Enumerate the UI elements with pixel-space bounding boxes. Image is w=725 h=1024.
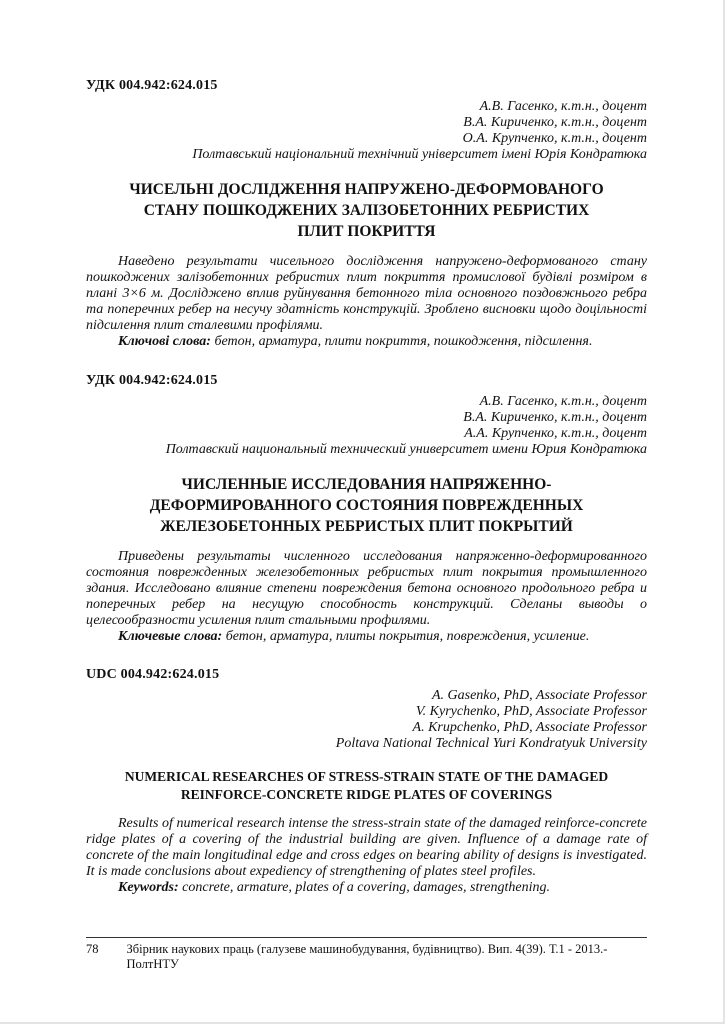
- author-line: А.В. Гасенко, к.т.н., доцент: [479, 393, 647, 409]
- section-ukrainian: [86, 78, 647, 351]
- keywords-text: бетон, арматура, плити покриття, пошкодження, підсилення.: [210, 334, 593, 349]
- author-line: A. Krupchenko, PhD, Associate Professor: [412, 720, 647, 735]
- keywords-label: Ключевые слова:: [118, 628, 223, 644]
- author-line: A. Gasenko, PhD, Associate Professor: [431, 688, 647, 703]
- author-line: О.А. Крупченко, к.т.н., доцент: [462, 131, 647, 146]
- section-russian: [86, 373, 647, 646]
- udc-code-ru: УДК 004.942:624.015: [86, 372, 218, 388]
- journal-citation: Збірник наукових праць (галузеве машинобудування, будівництво). Вип. 4(39). Т.1 - 2013.- ПолтНТУ: [126, 942, 608, 971]
- keywords-line-uk: [86, 334, 647, 351]
- affiliation-line: Poltava National Technical Yuri Kondratyuk University: [335, 736, 647, 751]
- author-line: А.А. Крупченко, к.т.н., доцент: [464, 425, 647, 441]
- abstract-ru: Приведены результаты численного исследования напряженно-деформированного состояния поврежденных железобетонных ребристых плит покрытия промышленного здания. Исследовано влияние степени повреждения бетона основного продольного ребра и поперечных ребер на несущую способность конструкций. Сделаны выводы о целесообразности усиления плит стальными профилями.: [86, 548, 647, 628]
- section-english: [86, 667, 647, 897]
- abstract-en: Results of numerical research intense the stress-strain state of the damaged reinforce-concrete ridge plates of a covering of the industrial building are given. Influence of a damage rate of concrete of the main longitudinal edge and cross edges on bearing ability of designs is investigated. It is made conclusions about expediency of strengthening of plates steel profiles.: [86, 816, 647, 879]
- page-footer: [86, 937, 647, 972]
- affiliation-line: Полтавский национальный технический университет имени Юрия Кондратюка: [165, 441, 647, 457]
- keywords-label: Keywords:: [118, 880, 179, 895]
- author-line: V. Kyrychenko, PhD, Associate Professor: [415, 704, 647, 719]
- author-block-ru: [86, 394, 647, 458]
- udc-code-en: UDC 004.942:624.015: [86, 667, 220, 682]
- keywords-line-en: [86, 880, 647, 897]
- author-block-uk: [86, 99, 647, 163]
- article-title-ru: ЧИСЛЕННЫЕ ИССЛЕДОВАНИЯ НАПРЯЖЕННО-ДЕФОРМИРОВАННОГО СОСТОЯНИЯ ПОВРЕЖДЕННЫХ ЖЕЛЕЗОБЕТОННЫХ РЕБРИСТЫХ ПЛИТ ПОКРЫТИЙ: [149, 475, 584, 535]
- keywords-label: Ключові слова:: [118, 334, 211, 349]
- abstract-uk: Наведено результати чисельного дослідження напружено-деформованого стану пошкоджених залізобетонних ребристих плит покриття промислової будівлі розміром в плані 3×6 м. Досліджено вплив руйнування бетонного тіла основного поздовжнього ребра та поперечних ребер на несучу здатність конструкцій. Зроблено висновки щодо доцільності підсилення плит сталевими профілями.: [86, 254, 647, 333]
- author-line: В.А. Кириченко, к.т.н., доцент: [463, 115, 647, 130]
- author-line: В.А. Кириченко, к.т.н., доцент: [463, 409, 647, 425]
- keywords-text: бетон, арматура, плиты покрытия, повреждения, усиление.: [222, 628, 590, 644]
- author-line: А.В. Гасенко, к.т.н., доцент: [479, 99, 647, 114]
- footer-row: [86, 942, 647, 972]
- article-title-en: NUMERICAL RESEARCHES OF STRESS-STRAIN STATE OF THE DAMAGED REINFORCE-CONCRETE RIDGE PLATES OF COVERINGS: [124, 769, 609, 802]
- udc-code-uk: УДК 004.942:624.015: [86, 78, 218, 93]
- affiliation-line: Полтавський національний технічний університет імені Юрія Кондратюка: [192, 147, 647, 162]
- article-title-uk: ЧИСЕЛЬНІ ДОСЛІДЖЕННЯ НАПРУЖЕНО-ДЕФОРМОВАНОГО СТАНУ ПОШКОДЖЕНИХ ЗАЛІЗОБЕТОННИХ РЕБРИСТИХ ПЛИТ ПОКРИТТЯ: [129, 181, 604, 240]
- keywords-line-ru: [86, 629, 647, 646]
- author-block-en: [86, 688, 647, 752]
- page-number: 78: [86, 942, 99, 956]
- keywords-text: concrete, armature, plates of a covering, damages, strengthening.: [178, 880, 550, 895]
